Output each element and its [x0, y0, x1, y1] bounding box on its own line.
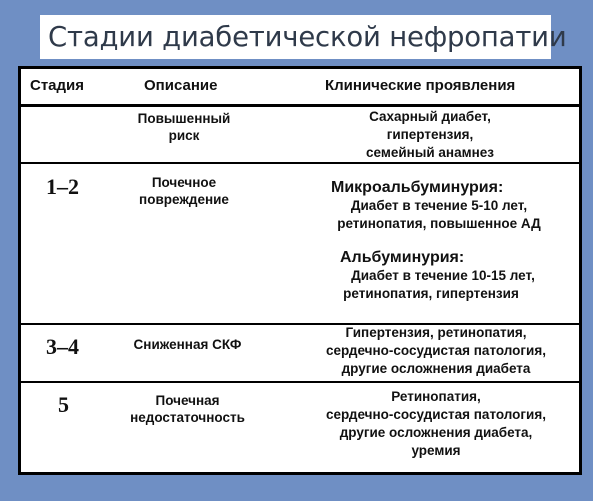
header-clinical: Клинические проявления — [325, 77, 516, 94]
row-divider — [18, 162, 582, 164]
description-line: риск — [168, 128, 200, 143]
stage-number: 1–2 — [46, 174, 79, 199]
stage-number: 3–4 — [46, 334, 79, 359]
table-bottom-border — [18, 472, 582, 475]
stage-number: 5 — [58, 392, 69, 417]
description-line: повреждение — [139, 192, 229, 207]
clinical-line: Ретинопатия, — [391, 389, 481, 404]
clinical-subheading: Микроальбуминурия: — [331, 179, 504, 196]
header-description: Описание — [144, 77, 218, 94]
clinical-line: сердечно-сосудистая патология, — [326, 343, 546, 358]
clinical-subheading: Альбуминурия: — [340, 249, 465, 266]
clinical-line: Гипертензия, ретинопатия, — [345, 325, 527, 340]
clinical-line: ретинопатия, повышенное АД — [337, 216, 541, 231]
clinical-line: уремия — [411, 443, 461, 458]
clinical-line: ретинопатия, гипертензия — [343, 286, 519, 301]
table-left-border — [18, 66, 21, 475]
table-top-border — [18, 66, 582, 69]
clinical-line: сердечно-сосудистая патология, — [326, 407, 546, 422]
clinical-line: гипертензия, — [386, 127, 474, 142]
clinical-line: другие осложнения диабета — [341, 361, 531, 376]
description-line: Почечное — [151, 175, 217, 190]
header-stage: Стадия — [30, 77, 85, 94]
page-title: Стадии диабетической нефропатии — [40, 15, 551, 59]
row-divider — [18, 381, 582, 383]
description-line: недостаточность — [130, 410, 245, 425]
table-right-border — [579, 66, 582, 475]
description-line: Почечная — [155, 393, 220, 408]
header-divider — [18, 104, 582, 107]
stages-table — [18, 66, 582, 475]
clinical-line: Диабет в течение 10-15 лет, — [351, 268, 535, 283]
description-line: Сниженная СКФ — [133, 337, 242, 352]
clinical-line: семейный анамнез — [366, 145, 494, 160]
clinical-line: Сахарный диабет, — [369, 109, 491, 124]
clinical-line: Диабет в течение 5-10 лет, — [350, 198, 528, 213]
clinical-line: другие осложнения диабета, — [339, 425, 533, 440]
description-line: Повышенный — [137, 111, 231, 126]
